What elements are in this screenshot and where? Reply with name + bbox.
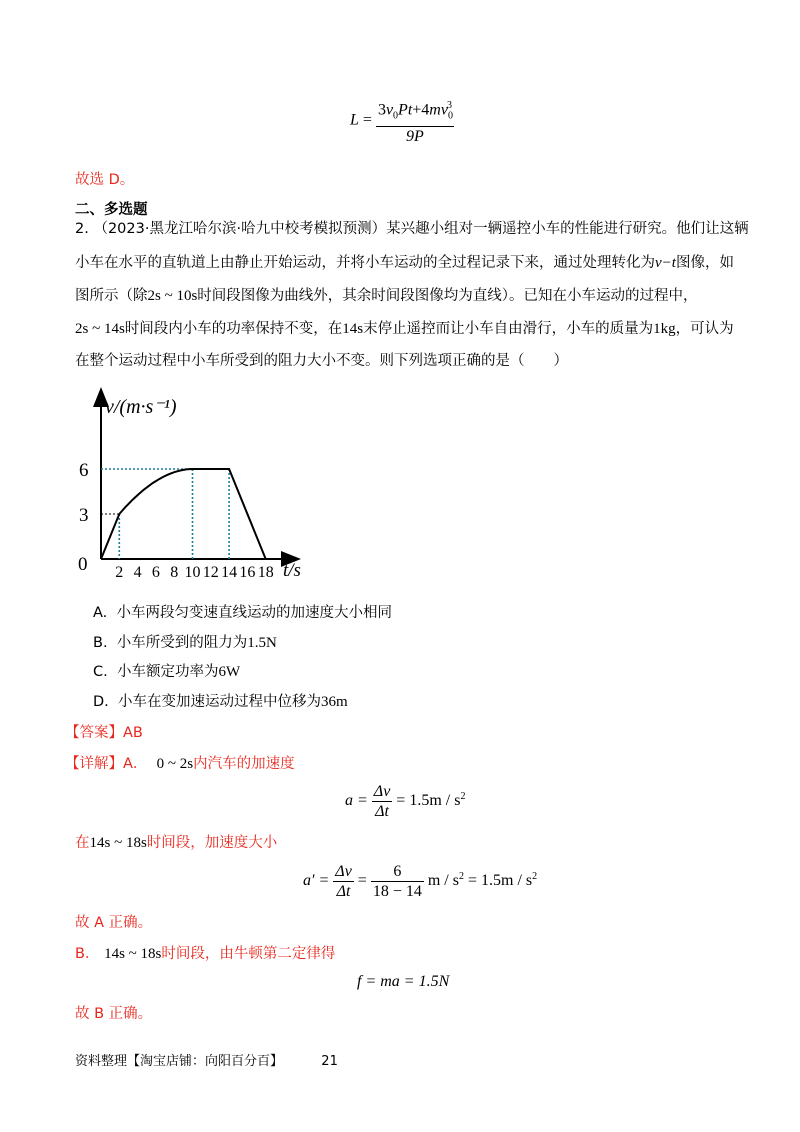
footer-source: 资料整理【淘宝店铺：向阳百分百】: [75, 1054, 284, 1069]
answer-line: 【答案】AB: [65, 725, 143, 741]
question-line-1: 2. （2023·黑龙江哈尔滨·哈九中校考模拟预测）某兴趣小组对一辆遥控小车的性能进行研究。他们让这辆: [75, 221, 749, 237]
x-tick-label: 18: [257, 564, 274, 581]
choose-d-text: 故选 D。: [75, 172, 135, 188]
option-b[interactable]: B. 小车所受到的阻力为1.5N: [93, 635, 277, 651]
equation-a: a = $\frac{\Delta v}{\Delta t}$ = $1.5m / s^2$: [345, 783, 466, 820]
y-axis-label: v/(m·s⁻¹): [105, 396, 177, 418]
x-tick-label: 2: [115, 564, 124, 581]
x-tick-label: 8: [170, 564, 179, 581]
x-tick-label: 14: [221, 564, 238, 581]
x-axis-label: t/s: [283, 560, 301, 581]
detail-segment-line: 在14s ~ 18s时间段，加速度大小: [75, 835, 278, 851]
origin-label: 0: [78, 554, 88, 575]
x-tick-label: 12: [202, 564, 219, 581]
option-d[interactable]: D. 小车在变加速运动过程中位移为36m: [93, 694, 348, 710]
question-line-3: 图所示（除2s ~ 10s时间段图像为曲线外，其余时间段图像均为直线）。已知在小车运动的过程中，: [75, 288, 698, 304]
x-tick-label: 16: [239, 564, 256, 581]
y-tick-label: 3: [79, 505, 89, 526]
b-correct-text: 故 B 正确。: [75, 1006, 153, 1022]
page-number: 21: [321, 1054, 338, 1069]
section-title: 二、多选题: [75, 202, 148, 218]
a-correct-text: 故 A 正确。: [75, 915, 153, 931]
detail-b-line: B． 14s ~ 18s时间段，由牛顿第二定律得: [75, 946, 336, 962]
vt-chart: [75, 383, 315, 583]
x-tick-labels: [115, 564, 273, 581]
x-tick-label: 10: [184, 564, 201, 581]
x-tick-label: 4: [133, 564, 142, 581]
question-number: 2.: [75, 221, 89, 237]
question-line-2: 小车在水平的直轨道上由静止开始运动，并将小车运动的全过程记录下来，通过处理转化为v−t图像，如: [75, 255, 734, 271]
option-a[interactable]: A. 小车两段匀变速直线运动的加速度大小相同: [93, 605, 392, 621]
equation-f: f = ma = 1.5N: [357, 973, 450, 990]
option-c[interactable]: C. 小车额定功率为6W: [93, 664, 241, 680]
x-tick-label: 6: [151, 564, 160, 581]
formula-L: L = $\frac{3v_0Pt+4mv_0^3}{9P}$: [350, 96, 454, 146]
question-line-4: 2s ~ 14s时间段内小车的功率保持不变，在14s末停止遥控而让小车自由滑行，小车的质量为1kg，可认为: [75, 321, 734, 337]
y-tick-labels: [79, 460, 89, 526]
question-line-5: 在整个运动过程中小车所受到的阻力大小不变。则下列选项正确的是（ ）: [75, 353, 568, 369]
detail-a-line: 【详解】A． 0 ~ 2s内汽车的加速度: [65, 756, 295, 772]
footer: [75, 1050, 338, 1069]
y-tick-label: 6: [79, 460, 89, 481]
equation-a-prime: a′ = $\frac{\Delta v}{\Delta t}$ = $\frac{6}{18 - 14}$ $m / s^2 = 1.5m / s^2$: [303, 863, 538, 900]
velocity-curve: [101, 469, 266, 559]
